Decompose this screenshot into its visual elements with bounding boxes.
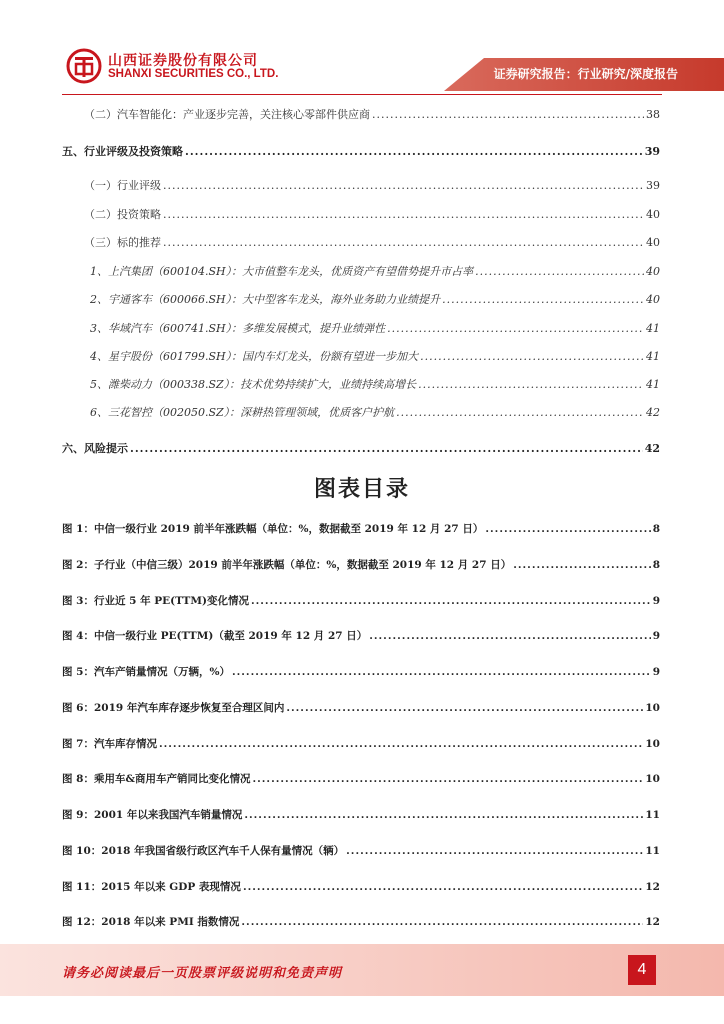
toc-item[interactable]: 6、三花智控（002050.SZ）：深耕热管理领域，优质客户护航 ..... 42	[90, 404, 660, 420]
figure-item[interactable]: 图 4：中信一级行业 PE(TTM)（截至 2019 年 12 月 27 日） ..... 9	[62, 628, 660, 643]
figure-item[interactable]: 图 8：乘用车&商用车产销同比变化情况 ..... 10	[62, 771, 660, 786]
header-divider	[62, 94, 662, 95]
disclaimer-text: 请务必阅读最后一页股票评级说明和免责声明	[62, 966, 343, 981]
figure-item[interactable]: 图 9：2001 年以来我国汽车销量情况 ..... 11	[62, 807, 660, 822]
toc-item[interactable]: 1、上汽集团（600104.SH）：大市值整车龙头，优质资产有望借势提升市占率 ..... 40	[90, 263, 660, 279]
toc-item[interactable]: （二）汽车智能化：产业逐步完善，关注核心零部件供应商 ..... 38	[84, 106, 660, 122]
figure-item[interactable]: 图 11：2015 年以来 GDP 表现情况 ..... 12	[62, 879, 660, 894]
toc-item[interactable]: 4、星宇股份（601799.SH）：国内车灯龙头，份额有望进一步加大 ..... 41	[90, 348, 660, 364]
company-logo-icon	[66, 48, 102, 84]
toc-item[interactable]: （一）行业评级 ..... 39	[84, 177, 660, 193]
figure-item[interactable]: 图 6：2019 年汽车库存逐步恢复至合理区间内 ..... 10	[62, 700, 660, 715]
toc-item[interactable]: 五、行业评级及投资策略 ..... 39	[62, 143, 660, 159]
toc-item[interactable]: 六、风险提示 ..... 42	[62, 440, 660, 456]
report-type: 证券研究报告：行业研究/深度报告	[493, 67, 678, 81]
figure-item[interactable]: 图 2：子行业（中信三级）2019 前半年涨跌幅（单位：%，数据截至 2019 年 12 月 27 日） ..... 8	[62, 557, 660, 572]
figure-item[interactable]: 图 7：汽车库存情况 ..... 10	[62, 736, 660, 751]
company-name-en: SHANXI SECURITIES CO., LTD.	[108, 68, 279, 80]
toc-item[interactable]: 5、潍柴动力（000338.SZ）：技术优势持续扩大，业绩持续高增长 ..... 41	[90, 376, 660, 392]
company-name-cn: 山西证券股份有限公司	[108, 53, 258, 69]
figure-item[interactable]: 图 1：中信一级行业 2019 前半年涨跌幅（单位：%，数据截至 2019 年 12 月 27 日） ..... 8	[62, 521, 660, 536]
figure-item[interactable]: 图 3：行业近 5 年 PE(TTM)变化情况 ..... 9	[62, 593, 660, 608]
figures-heading: 图表目录	[313, 477, 410, 502]
toc-item[interactable]: 2、宇通客车（600066.SH）：大中型客车龙头，海外业务助力业绩提升 ..... 40	[90, 291, 660, 307]
toc-item[interactable]: （二）投资策略 ..... 40	[84, 206, 660, 222]
page-header	[0, 0, 724, 98]
figure-item[interactable]: 图 12：2018 年以来 PMI 指数情况 ..... 12	[62, 914, 660, 929]
figure-item[interactable]: 图 5：汽车产销量情况（万辆，%） ..... 9	[62, 664, 660, 679]
page-number: 4	[628, 955, 656, 985]
toc-item[interactable]: （三）标的推荐 ..... 40	[84, 234, 660, 250]
toc-item[interactable]: 3、华域汽车（600741.SH）：多维发展模式，提升业绩弹性 ..... 41	[90, 320, 660, 336]
figure-item[interactable]: 图 10：2018 年我国省级行政区汽车千人保有量情况（辆） ..... 11	[62, 843, 660, 858]
